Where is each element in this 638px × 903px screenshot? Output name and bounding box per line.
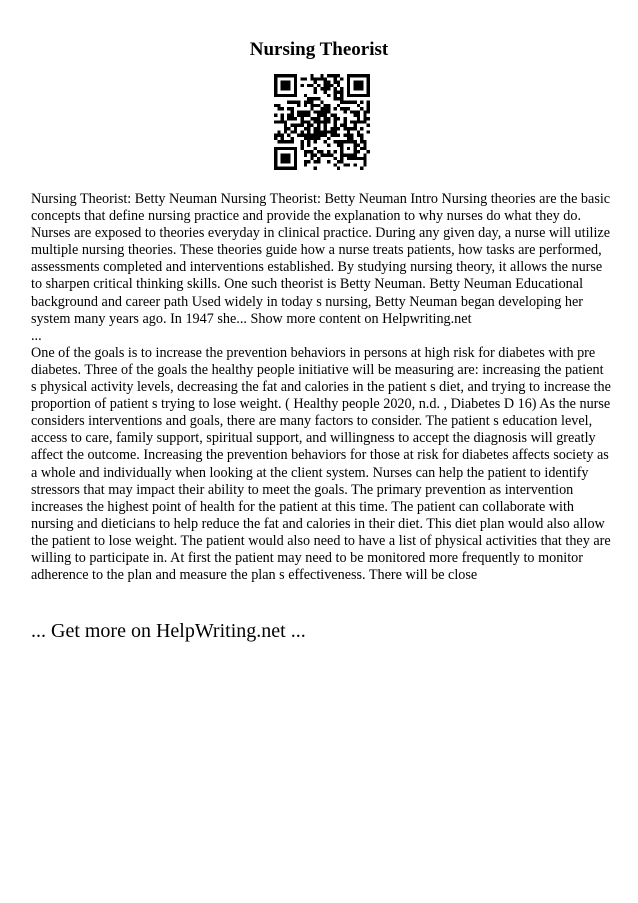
document-title: Nursing Theorist xyxy=(249,39,389,60)
paragraph-intro: Nursing Theorist: Betty Neuman Nursing Theorist: Betty Neuman Intro Nursing theories are the basic concepts that define nursing practice and provide the explanation to why nurses do what they do. Nurses are exposed to theories everyday in clinical practice. During any given day, a nurse will utilize multiple nursing theories. These theories guide how a nurse treats patients, how tasks are performed, assessments completed and interventions established. By studying nursing theory, it allows the nurse to sharpen critical thinking skills. One such theorist is Betty Neuman. Betty Neuman Educational background and career path Used widely in today s nursing, Betty Neuman began developing her system many years ago. In 1947 she... Show more content on Helpwriting.net xyxy=(31,191,611,327)
document-body xyxy=(31,191,611,584)
paragraph-main: One of the goals is to increase the prevention behaviors in persons at high risk for diabetes with pre diabetes. Three of the goals the healthy people initiative will be measuring are: increasing the patient s physical activity levels, decreasing the fat and calories in the patient s diet, and trying to increase the proportion of patient s trying to lose weight. ( Healthy people 2020, n.d. , Diabetes D 16) As the nurse considers interventions and goals, there are many factors to consider. The patient s education level, access to care, family support, spiritual support, and willingness to accept the diagnosis will greatly affect the outcome. Increasing the prevention behaviors for those at risk for diabetes affects society as a whole and individually when looking at the client system. Nurses can help the patient to identify stressors that may impact their ability to meet the goals. The primary prevention as intervention increases the highest point of health for the patient at this time. The patient can collaborate with nursing and dieticians to help reduce the fat and calories in their diet. This diet plan would also allow the patient to lose weight. The patient would also need to have a list of physical activities that they are willing to participate in. At first the patient may need to be monitored more frequently to monitor adherence to the plan and measure the plan s effectiveness. There will be close xyxy=(31,344,611,584)
qr-code-icon xyxy=(274,74,370,170)
get-more-link[interactable]: ... Get more on HelpWriting.net ... xyxy=(31,620,306,642)
paragraph-ellipsis: ... xyxy=(31,327,42,344)
